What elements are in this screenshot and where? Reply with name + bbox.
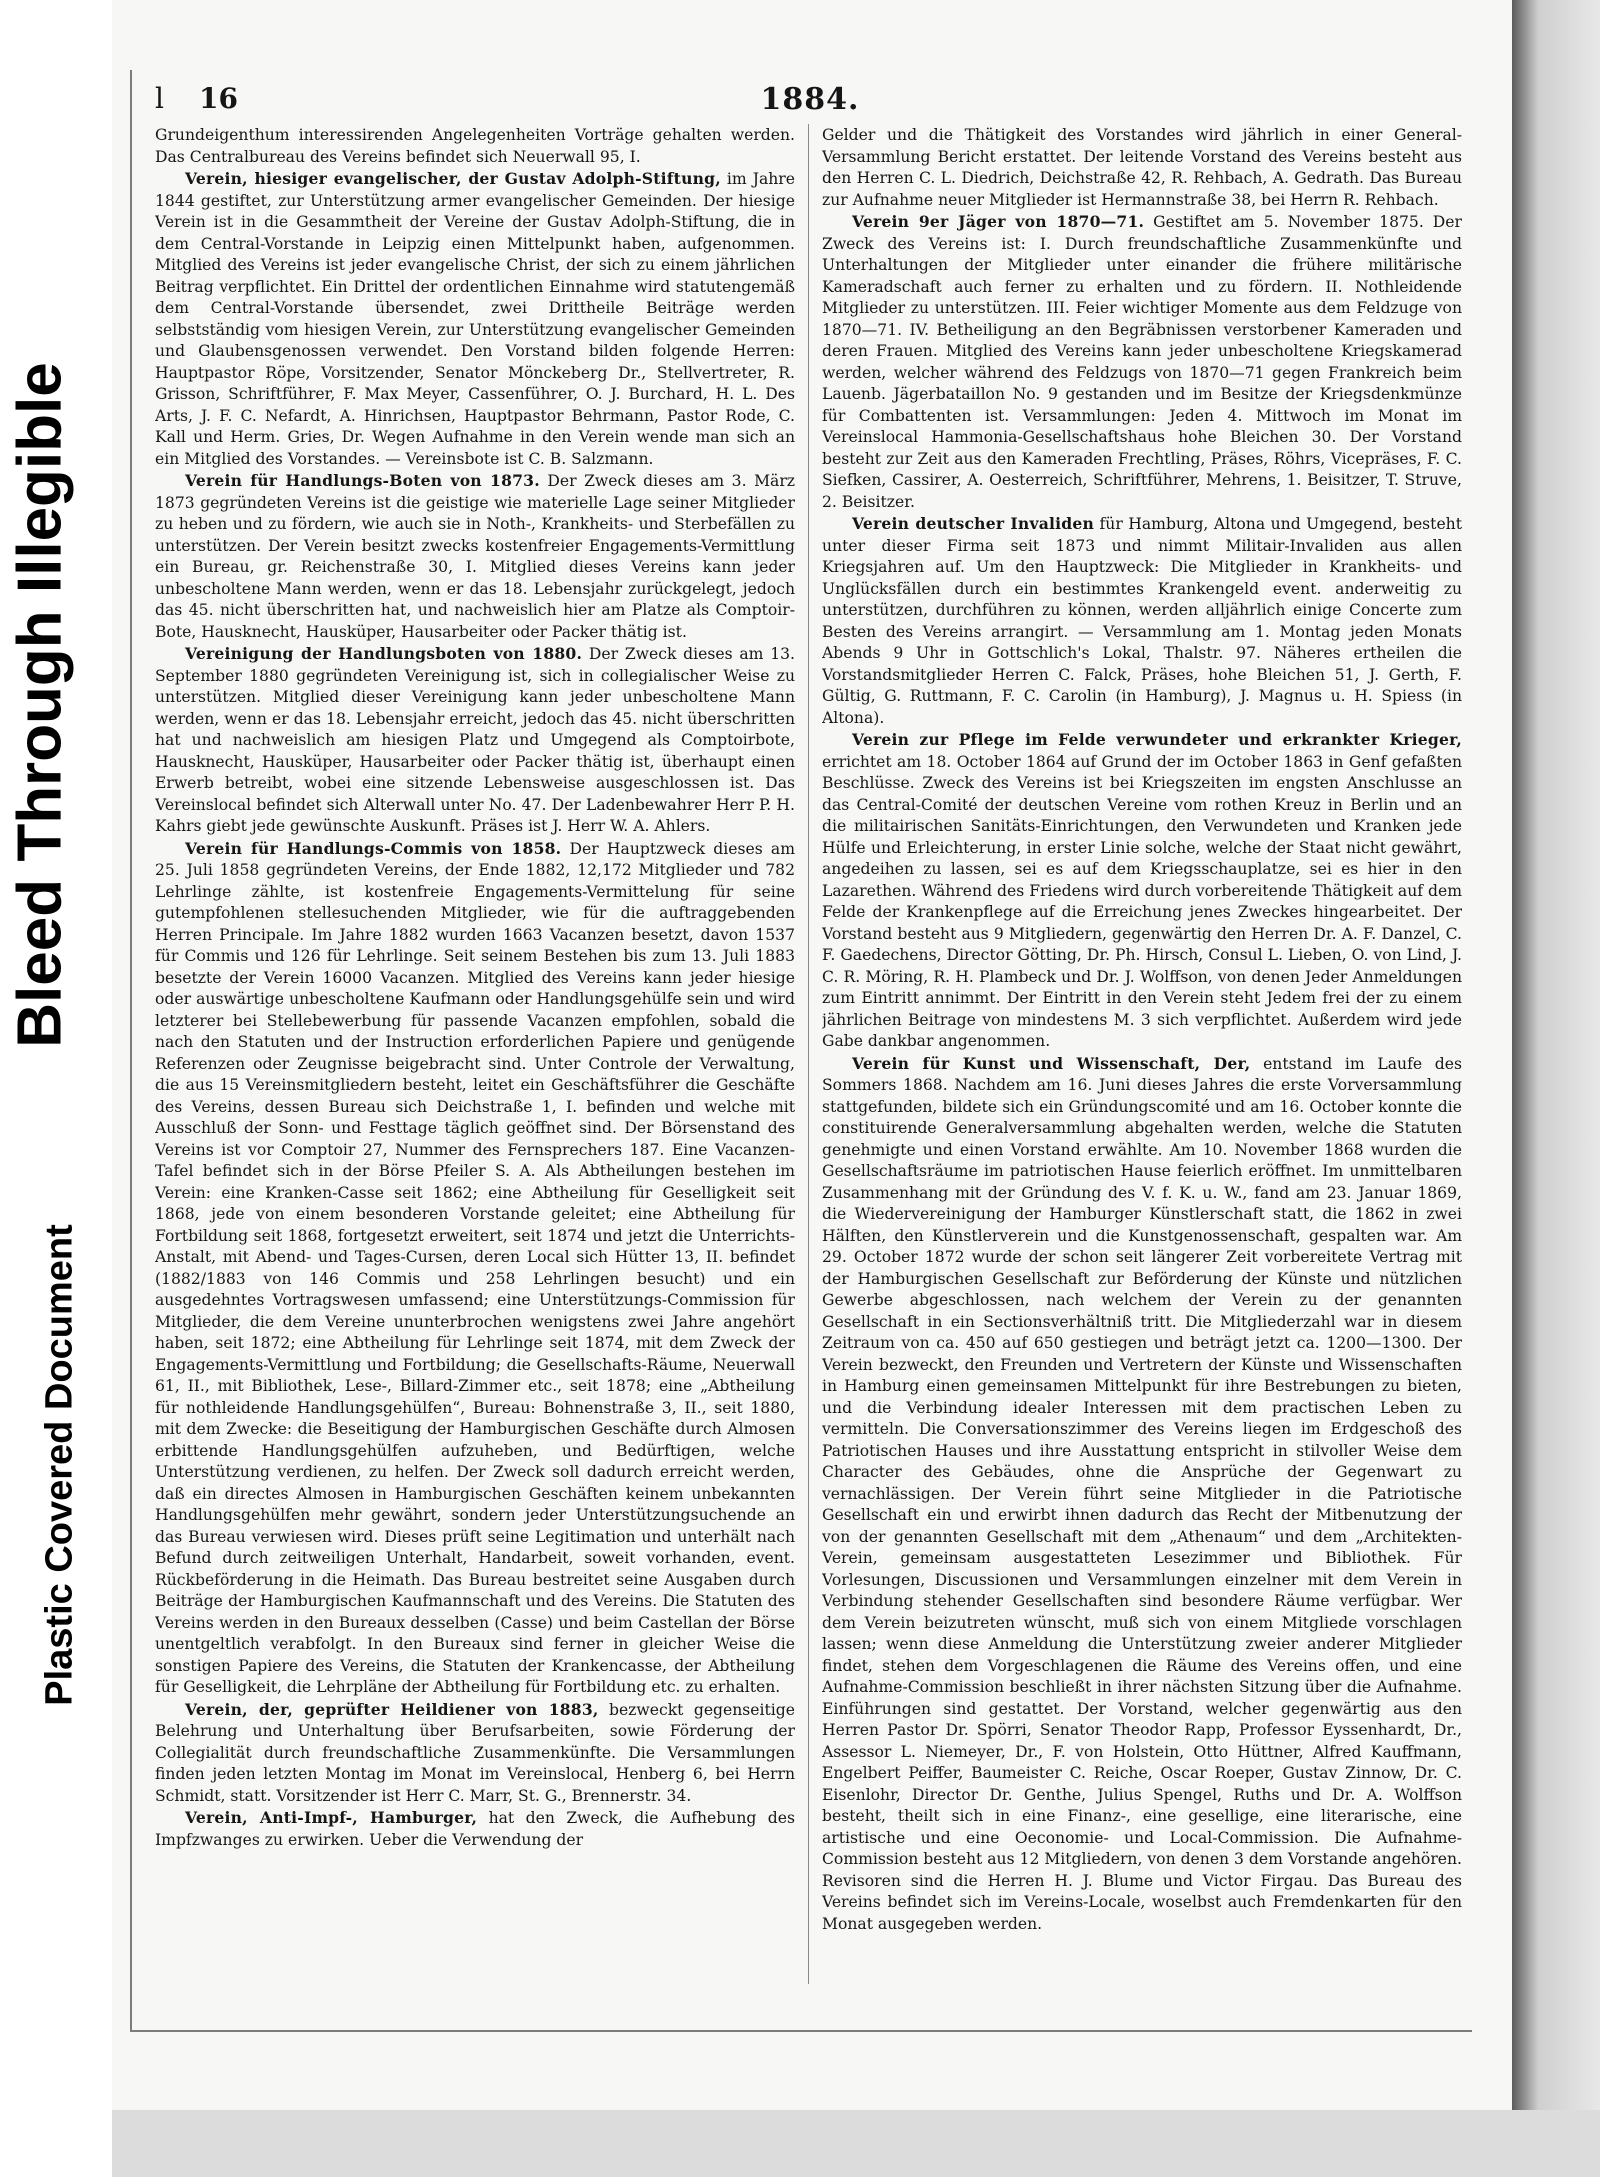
page-header (155, 82, 1465, 116)
entry-text: Der Zweck dieses am 13. September 1880 gegründeten Vereinigung ist, sich in collegialischer Weise zu unterstützen. Mitglied dieser Vereinigung kann jeder unbescholtene Mann werden, wenn er das 18. Lebensjahr erreicht, jedoch das 45. nicht überschritten hat und nachweislich am hiesigen Platz und Umgegend als Comptoirbote, Hausknecht, Hausküper, Hausarbeiter oder Packer thätig ist, überhaupt einen Erwerb betreibt, wobei eine sitzende Lebensweise ausgeschlossen ist. Das Vereinslocal befindet sich Alterwall unter No. 47. Der Ladenbewahrer Herr P. H. Kahrs giebt jede gewünschte Auskunft. Präses ist J. Herr W. A. Ahlers. (155, 645, 795, 835)
column-divider (808, 124, 809, 1984)
entry-title: Verein für Kunst und Wissenschaft, Der, (852, 1053, 1251, 1073)
entry-title: Vereinigung der Handlungsboten von 1880. (185, 644, 583, 663)
entry-text: errichtet am 18. October 1864 auf Grund der im October 1863 in Genf gefaßten Beschlüsse. Zweck des Vereins ist bei Kriegszeiten im engsten Anschlusse an das Central-Comité der deutschen Vereine vom rothen Kreuz in Berlin und an die militairischen Sanitäts-Einrichtungen, den Verwundeten und Kranken jede Hülfe und Erleichterung, in erster Linie solche, welche der Staat nicht gewährt, angedeihen zu lassen, sei es auf dem Kriegsschauplatze, sei es hier in den Lazarethen. Während des Friedens wird durch vorbereitende Thätigkeit auf dem Felde der Krankenpflege auf die Erreichung jenes Zweckes hingearbeitet. Der Vorstand besteht aus 9 Mitgliedern, gegenwärtig den Herren Dr. A. F. Danzel, C. F. Gaedechens, Director Götting, Dr. Ph. Hirsch, Consul L. Lieben, O. von Lind, J. C. R. Möring, R. H. Plambeck und Dr. J. Wolffson, von denen Jeder Anmeldungen zum Eintritt annimmt. Der Eintritt in den Verein steht Jedem frei der zu einem jährlichen Beitrage von mindestens M. 3 sich verpflichtet. Außerdem wird jede Gabe dankbar angenommen. (822, 752, 1462, 1050)
directory-entry (155, 1807, 795, 1851)
entry-text: Grundeigenthum interessirenden Angelegenheiten Vorträge gehalten werden. Das Centralbureau des Vereins befindet sich Neuerwall 95, I. (155, 126, 795, 166)
directory-entry (822, 1053, 1462, 1936)
directory-entry (822, 124, 1462, 211)
directory-entry (155, 838, 795, 1699)
left-column (155, 124, 795, 2004)
directory-entry (822, 729, 1462, 1053)
directory-entry (155, 168, 795, 470)
entry-title: Verein, hiesiger evangelischer, der Gustav Adolph-Stiftung, (185, 169, 721, 188)
entry-title: Verein, der, geprüfter Heildiener von 1883, (185, 1699, 599, 1719)
entry-text: Gelder und die Thätigkeit des Vorstandes wird jährlich in einer General-Versammlung Bericht erstattet. Der leitende Vorstand des Vereins besteht aus den Herren C. L. Diedrich, Deichstraße 42, R. Rehbach, A. Gedrath. Das Bureau zur Aufnahme neuer Mitglieder ist Hermannstraße 38, bei Herrn R. Rehbach. (822, 126, 1462, 209)
directory-entry (155, 1699, 795, 1808)
entry-title: Verein für Handlungs-Boten von 1873. (185, 471, 540, 490)
entry-text: Gestiftet am 5. November 1875. Der Zweck des Vereins ist: I. Durch freundschaftliche Zusammenkünfte und Unterhaltungen der Mitglieder unter einander die frühere militärische Kameradschaft auch ferner zu erhalten und zu fördern. II. Nothleidende Mitglieder zu unterstützen. III. Feier wichtiger Momente aus dem Feldzuge von 1870—71. IV. Betheiligung an den Begräbnissen verstorbener Kameraden und deren Frauen. Mitglied des Vereins kann jeder unbescholtene Kriegskamerad werden, welcher während des Feldzugs von 1870—71 gegen Frankreich beim Lauenb. Jägerbataillon No. 9 gestanden und im Besitze der Kriegsdenkmünze für Combattenten ist. Versammlungen: Jeden 4. Mittwoch im Monat im Vereinslocal Hammonia-Gesellschaftshaus hohe Bleichen 30. Der Vorstand besteht zur Zeit aus den Kameraden Frechtling, Präses, Röhrs, Vicepräses, F. C. Siefken, Cassirer, A. Oesterreich, Schriftführer, Mehrens, 1. Beisitzer, T. Struve, 2. Beisitzer. (822, 213, 1462, 511)
entry-text: Der Hauptzweck dieses am 25. Juli 1858 gegründeten Vereins, der Ende 1882, 12,172 Mitglieder und 782 Lehrlinge zählte, ist kostenfreie Engagements-Vermittelung für seine gutempfohlenen stellesuchenden Mitglieder, wie für die auftraggebenden Herren Principale. Im Jahre 1882 wurden 1663 Vacanzen besetzt, davon 1537 für Commis und 126 für Lehrlinge. Seit seinem Bestehen bis zum 13. Juli 1883 besetzte der Verein 16000 Vacanzen. Mitglied des Vereins kann jeder hiesige oder auswärtige unbescholtene Kaufmann oder Handlungsgehülfe sein und wird letzterer bei Stellebewerbung für passende Vacanzen empfohlen, sobald die nach den Statuten und der Instruction erforderlichen Papiere und genügende Referenzen oder Zeugnisse beigebracht sind. Unter Controle der Verwaltung, die aus 15 Vereinsmitgliedern besteht, leitet ein Geschäftsführer die Geschäfte des Vereins, dessen Bureau sich Deichstraße 1, I. befinden und welche mit Ausschluß der Sonn- und Festtage täglich geöffnet sind. Der Börsenstand des Vereins ist vor Comptoir 27, Nummer des Fernsprechers 187. Eine Vacanzen-Tafel befindet sich in der Börse Pfeiler S. A. Als Abtheilungen bestehen im Verein: eine Kranken-Casse seit 1862; eine Abtheilung für Geselligkeit seit 1868, jede von einem besonderen Vorstande geleitet; eine Abtheilung für Fortbildung seit 1868, fortgesetzt erweitert, seit 1874 und jetzt die Unterrichts-Anstalt, mit Abend- und Tages-Cursen, deren Local sich Hütter 13, II. befindet (1882/1883 von 146 Commis und 258 Lehrlingen besucht) und ein ausgedehntes Vortragswesen umfassend; eine Unterstützungs-Commission für Mitglieder, die dem Vereine ununterbrochen wenigstens zwei Jahre angehört haben, seit 1872; eine Abtheilung für Lehrlinge seit 1874, mit dem Zweck der Engagements-Vermittlung und Fortbildung; die Gesellschafts-Räume, Neuerwall 61, II., mit Bibliothek, Lese-, Billard-Zimmer etc., seit 1878; eine „Abtheilung für nothleidende Handlungsgehülfen“, Bureau: Bohnenstraße 3, II., seit 1880, mit dem Zwecke: die Beseitigung der Hamburgischen Geschäfte durch Almosen erbittende Handlungsgehülfen aufzuheben, und Bedürftigen, welche Unterstützung verdienen, zu helfen. Der Zweck soll dadurch erreicht werden, daß ein directes Almosen in Hamburgischen Geschäften keinem unbekannten Handlungsgehülfen mehr gewährt, sondern jeder Unterstützungsuchende an das Bureau verwiesen wird. Dieses prüft seine Legitimation und unterhält nach Befund durch zeitweiligen Unterhalt, Handarbeit, soweit vorhanden, event. Rückbeförderung in die Heimath. Das Bureau bestreitet seine Ausgaben durch Beiträge der Hamburgischen Kaufmannschaft und des Vereins. Die Statuten des Vereins werden in den Bureaux desselben (Casse) und beim Castellan der Börse unentgeltlich verabfolgt. In den Bureaux sind ferner in gleicher Weise die sonstigen Papiere des Vereins, die Statuten der Krankencasse, der Abtheilung für Geselligkeit, die Lehrpläne der Abtheilung für Fortbildung etc. zu erhalten. (155, 839, 795, 1696)
directory-entry (822, 211, 1462, 513)
margin-mark: l (155, 82, 164, 115)
directory-entry (822, 513, 1462, 729)
right-column (822, 124, 1462, 2004)
bleed-through-label: Bleed Through Illegible (5, 362, 75, 1048)
entry-title: Verein deutscher Invaliden (852, 514, 1095, 533)
entry-text: entstand im Laufe des Sommers 1868. Nachdem am 16. Juni dieses Jahres die erste Vorversammlung stattgefunden, bildete sich ein Gründungscomité und am 16. October konnte die constituirende Generalversammlung abgehalten werden, welche die Statuten genehmigte und einen Vorstand erwählte. Am 10. November 1868 wurden die Gesellschaftsräume im patriotischen Hause feierlich eröffnet. Im unmittelbaren Zusammenhang mit der Gründung des V. f. K. u. W., fand am 23. Januar 1869, die Wiedervereinigung der Hamburger Künstlerschaft statt, die 1862 in zwei Hälften, den Künstlerverein und die Kunstgenossenschaft, gespalten war. Am 29. October 1872 wurde der schon seit längerer Zeit vorbereitete Vertrag mit der Hamburgischen Gesellschaft zur Beförderung der Künste und nützlichen Gewerbe abgeschlossen, nach welchem der Verein zu der genannten Gesellschaft in ein Sectionsverhältniß tritt. Die Mitgliederzahl war in diesem Zeitraum von ca. 450 auf 650 gestiegen und beträgt jetzt ca. 1200—1300. Der Verein bezweckt, den Freunden und Vertretern der Künste und Wissenschaften in Hamburg einen gemeinsamen Mittelpunkt für ihre Bestrebungen zu bieten, und die Verbindung idealer Interessen mit dem practischen Leben zu vermitteln. Die Conversationszimmer des Vereins liegen im Erdgeschoß des Patriotischen Hauses und ihre Ausstattung entspricht in stilvoller Weise dem Character des Gebäudes, ohne die Ansprüche der Gegenwart zu vernachlässigen. Der Verein führt seine Mitglieder in die Patriotische Gesellschaft ein und erwirbt ihnen dadurch das Recht der Mitbenutzung der von der genannten Gesellschaft mit dem „Athenaum“ und dem „Architekten-Verein, gemeinsam ausgestatteten Lesezimmer und Bibliothek. Für Vorlesungen, Discussionen und Versammlungen einzelner mit dem Verein in Verbindung stehender Gesellschaften sind besondere Räume verfügbar. Wer dem Verein beizutreten wünscht, muß sich von einem Mitgliede vorschlagen lassen; wenn diese Anmeldung die Unterstützung zweier anderer Mitglieder findet, stehen dem Vorgeschlagenen die Räume des Vereins offen, und eine Aufnahme-Commission beschließt in ihrer nächsten Sitzung über die Aufnahme. Einführungen sind gestattet. Der Vorstand, welcher gegenwärtig aus den Herren Pastor Dr. Spörri, Senator Theodor Rapp, Professor Eyssenhardt, Dr., Assessor L. Niemeyer, Dr., F. von Holstein, Otto Hüttner, Alfred Kauffmann, Engelbert Peiffer, Baumeister C. Reiche, Oscar Roeper, Gustav Zinnow, Dr. C. Eisenlohr, Director Dr. Genthe, Julius Spengel, Ruths und Dr. A. Wolffson besteht, theilt sich in eine Finanz-, eine gesellige, eine literarische, eine artistische und eine Oeconomie- und Local-Commission. Die Aufnahme-Commission besteht aus 12 Mitgliedern, von denen 3 dem Vorstande angehören. Revisoren sind die Herren H. J. Blume und Victor Firgau. Das Bureau des Vereins befindet sich im Vereins-Locale, woselbst auch Fremdenkarten für den Monat ausgegeben werden. (822, 1054, 1462, 1933)
directory-entry (155, 470, 795, 643)
page-number: 16 (199, 82, 238, 115)
entry-text: bezweckt gegenseitige Belehrung und Unterhaltung über Berufsarbeiten, sowie Förderung der Collegialität durch freundschaftliche Zusammenkünfte. Die Versammlungen finden jeden letzten Montag im Monat im Vereinslocal, Henberg 6, bei Herrn Schmidt, statt. Vorsitzender ist Herr C. Marr, St. G., Brennerstr. 34. (155, 1700, 795, 1805)
directory-entry (155, 643, 795, 838)
entry-title: Verein zur Pflege im Felde verwundeter und erkrankter Krieger, (852, 730, 1462, 749)
entry-text: hat den Zweck, die Aufhebung des Impfzwanges zu erwirken. Ueber die Verwendung der (155, 1809, 795, 1849)
directory-entry (155, 124, 795, 168)
entry-text: für Hamburg, Altona und Umgegend, besteht unter dieser Firma seit 1873 und nimmt Militair-Invaliden aus allen Kriegsjahren auf. Um den Hauptzweck: Die Mitglieder in Krankheits- und Unglücksfällen durch ein bestimmtes Krankengeld event. anderweitig zu unterstützen, durchführen zu können, werden alljährlich einige Concerte zum Besten des Vereins arrangirt. — Versammlung am 1. Montag jeden Monats Abends 9 Uhr in Gottschlich's Lokal, Thalstr. 97. Näheres ertheilen die Vorstandsmitglieder Herren C. Falck, Präses, hohe Bleichen 51, J. Gerth, F. Gültig, G. Ruttmann, F. C. Carolin (in Hamburg), J. Magnus u. H. Spiess (in Altona). (822, 515, 1462, 727)
page-year: 1884. (760, 82, 860, 117)
plastic-covered-label: Plastic Covered Document (38, 1224, 81, 1706)
entry-title: Verein 9er Jäger von 1870—71. (852, 212, 1145, 231)
entry-title: Verein für Handlungs-Commis von 1858. (185, 838, 562, 858)
entry-title: Verein, Anti-Impf-, Hamburger, (185, 1808, 478, 1827)
page-edge (1512, 0, 1600, 2177)
page-bottom-edge (112, 2110, 1600, 2177)
entry-text: Der Zweck dieses am 3. März 1873 gegründeten Vereins ist die geistige wie materielle Lage seiner Mitglieder zu heben und zu fördern, wie auch sie in Noth-, Krankheits- und Sterbefällen zu unterstützen. Der Verein besitzt zwecks kostenfreier Engagements-Vermittlung ein Bureau, gr. Reichenstraße 30, I. Mitglied dieses Vereins kann jeder unbescholtene Mann werden, wenn er das 18. Lebensjahr zurückgelegt, jedoch das 45. nicht überschritten hat, und nachweislich hier am Platze als Comptoir-Bote, Hausknecht, Hausküper, Hausarbeiter oder Packer thätig ist. (155, 472, 795, 641)
entry-text: im Jahre 1844 gestiftet, zur Unterstützung armer evangelischer Gemeinden. Der hiesige Verein ist in die Gesammtheit der Vereine der Gustav Adolph-Stiftung, die in dem Central-Vorstande in Leipzig einen Mittelpunkt haben, aufgenommen. Mitglied des Vereins ist jeder evangelische Christ, der sich zu einem jährlichen Beitrag verpflichtet. Ein Drittel der ordentlichen Einnahme wird statutengemäß dem Central-Vorstande übersendet, zwei Drittheile Beiträge werden selbstständig vom hiesigen Verein, zur Unterstützung evangelischer Gemeinden und Glaubensgenossen verwendet. Den Vorstand bilden folgende Herren: Hauptpastor Röpe, Vorsitzender, Senator Mönckeberg Dr., Stellvertreter, R. Grisson, Schriftführer, F. Max Meyer, Cassenführer, O. J. Burchard, H. L. Des Arts, J. F. C. Nefardt, A. Hinrichsen, Hauptpastor Behrmann, Pastor Rode, C. Kall und Herm. Gries, Dr. Wegen Aufnahme in den Verein wende man sich an ein Mitglied des Vorstandes. — Vereinsbote ist C. B. Salzmann. (155, 170, 795, 468)
scan-margin (0, 0, 120, 2177)
